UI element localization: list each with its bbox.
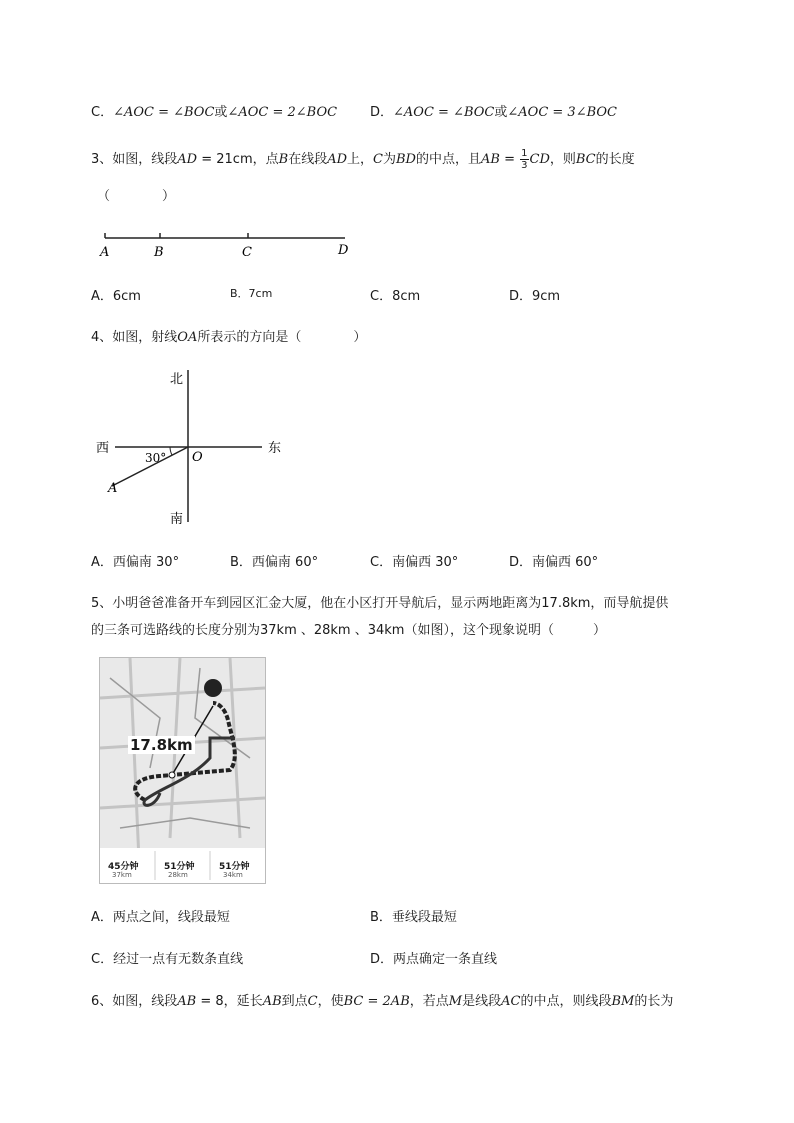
angle-arc [170, 447, 172, 455]
label-a: A [100, 245, 110, 260]
south-label: 南 [170, 512, 184, 527]
var: BC [343, 994, 364, 1009]
q4-option-c[interactable]: C．南偏西 30° [370, 555, 459, 570]
equation: ∠AOC = 2∠BOC [227, 105, 338, 120]
text: 是线段 [462, 994, 502, 1009]
label-c: C [242, 245, 252, 260]
q3-option-c[interactable]: C．8cm [370, 289, 421, 304]
start-marker [169, 772, 175, 778]
text: 在线段 [288, 152, 328, 167]
q5-option-d[interactable]: D．两点确定一条直线 [370, 952, 498, 967]
option-letter: C． [91, 105, 114, 120]
east-label: 东 [268, 441, 282, 456]
q5-stem-line2: 的三条可选路线的长度分别为37km 、28km 、34km（如图），这个现象说明（ ） [91, 623, 606, 638]
q6-stem [91, 990, 673, 1009]
or-text: 或 [494, 105, 508, 120]
var: C [373, 152, 383, 167]
text: 的长度 [595, 152, 635, 167]
point-a-label: A [108, 481, 118, 496]
equation: = 2AB [363, 994, 410, 1009]
text: = [499, 152, 520, 167]
var: AB [177, 994, 197, 1009]
var: BC [575, 152, 596, 167]
q4-option-d[interactable]: D．南偏西 60° [509, 555, 599, 570]
q4-option-a[interactable]: A．西偏南 30° [91, 555, 180, 570]
label-d: D [338, 243, 349, 258]
var: C [307, 994, 318, 1009]
var: AD [177, 152, 198, 167]
q5-navigation-map [99, 657, 266, 884]
q4-compass-figure [90, 362, 300, 532]
var: AB [262, 994, 282, 1009]
q4-option-b[interactable]: B．西偏南 60° [230, 555, 319, 570]
route-3-dist: 34km [223, 871, 243, 879]
text: 的长为 [634, 994, 674, 1009]
map-distance-label: 17.8km [130, 736, 193, 754]
q5-option-b[interactable]: B．垂线段最短 [370, 910, 457, 925]
north-label: 北 [170, 372, 184, 387]
q3-answer-paren: （ ） [97, 189, 176, 204]
origin-label: O [192, 450, 203, 465]
q3-stem [91, 148, 635, 171]
denominator: 3 [521, 160, 528, 171]
route-3-time[interactable]: 51分钟 [219, 862, 250, 872]
text: 上， [347, 152, 374, 167]
text: 3、如图，线段 [91, 152, 178, 167]
q5-option-c[interactable]: C．经过一点有无数条直线 [91, 952, 244, 967]
fraction [520, 148, 528, 171]
or-text: 或 [214, 105, 228, 120]
text: ，则 [549, 152, 576, 167]
angle-label: 30° [145, 451, 167, 465]
q2-option-c[interactable] [91, 101, 337, 120]
equation: ∠AOC = ∠BOC [113, 105, 215, 120]
text: = 21cm [197, 152, 253, 167]
var: BD [396, 152, 416, 167]
q5-stem-line1: 5、小明爸爸准备开车到园区汇金大厦，他在小区打开导航后，显示两地距离为17.8km，而导航提供 [91, 596, 669, 611]
q3-segment-figure [95, 226, 360, 264]
var: B [278, 152, 289, 167]
var: AC [501, 994, 521, 1009]
q4-stem [91, 326, 366, 345]
q3-option-d[interactable]: D．9cm [509, 289, 561, 304]
text: 为 [382, 152, 396, 167]
option-letter: D． [370, 105, 394, 120]
route-2-time[interactable]: 51分钟 [164, 862, 195, 872]
route-1-time[interactable]: 45分钟 [108, 862, 139, 872]
route-2-dist: 28km [168, 871, 188, 879]
text: ，使 [317, 994, 344, 1009]
q2-option-d[interactable] [370, 101, 617, 120]
var: BM [611, 994, 635, 1009]
var: OA [177, 330, 198, 345]
route-1-dist: 37km [112, 871, 132, 879]
q3-option-a[interactable]: A．6cm [91, 289, 141, 304]
q5-option-a[interactable]: A．两点之间，线段最短 [91, 910, 230, 925]
text: 的中点，且 [415, 152, 481, 167]
text: 所表示的方向是（ ） [197, 330, 367, 345]
text: ，若点 [409, 994, 449, 1009]
var: AB [481, 152, 500, 167]
text: = 8 [196, 994, 224, 1009]
text: 4、如图，射线 [91, 330, 178, 345]
destination-marker [204, 679, 222, 697]
text: ，点 [252, 152, 279, 167]
text: ，延长 [223, 994, 263, 1009]
numerator: 1 [521, 148, 528, 159]
var: AD [327, 152, 348, 167]
text: 的中点，则线段 [520, 994, 612, 1009]
equation: ∠AOC = 3∠BOC [507, 105, 617, 120]
text: 到点 [281, 994, 308, 1009]
map-drawing [100, 658, 265, 883]
equation: ∠AOC = ∠BOC [393, 105, 495, 120]
west-label: 西 [96, 441, 110, 456]
var: CD [529, 152, 550, 167]
text: 6、如图，线段 [91, 994, 178, 1009]
var: M [448, 994, 463, 1009]
q3-option-b[interactable]: B．7cm [230, 287, 273, 300]
label-b: B [154, 245, 164, 260]
